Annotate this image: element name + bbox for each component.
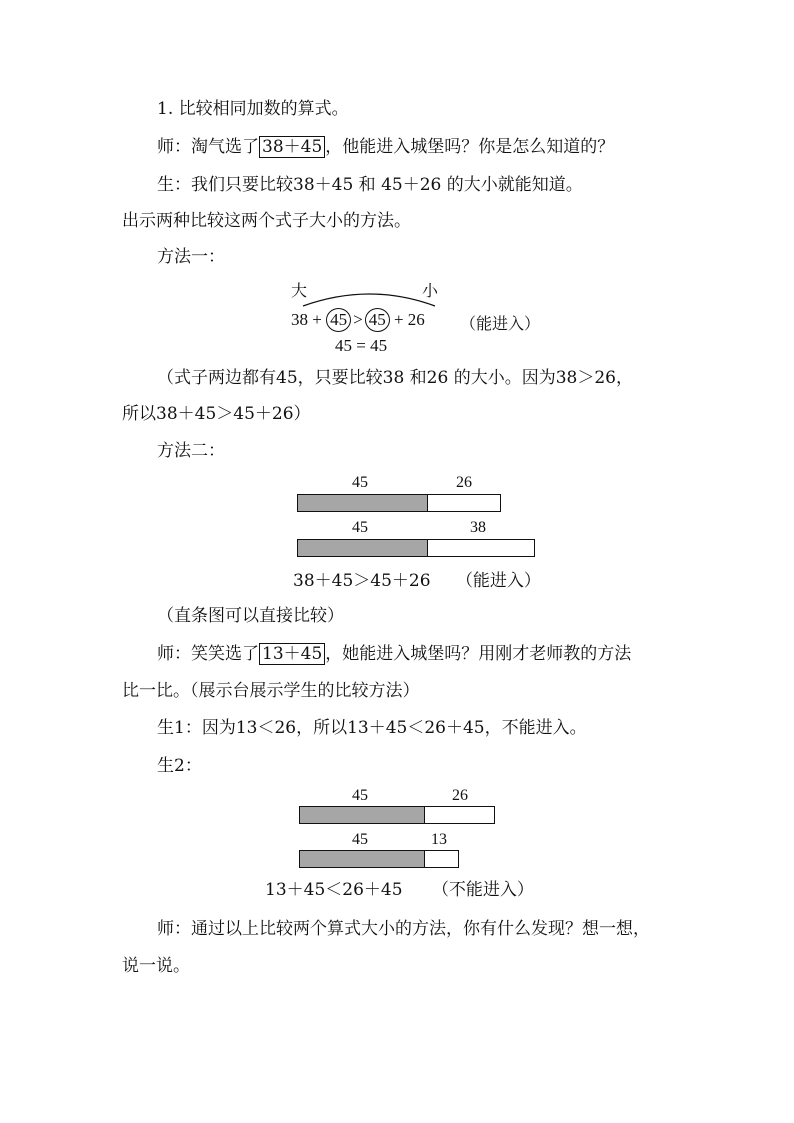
boxed-expression: 38＋45 <box>259 136 325 158</box>
result-expression: 38＋45＞45＋26 <box>293 571 431 591</box>
bar-label: 45 <box>352 519 368 536</box>
heading-text: 比较相同加数的算式。 <box>178 99 349 119</box>
heading-number: 1. <box>157 99 174 119</box>
teacher-conclusion-1: 师：通过以上比较两个算式大小的方法，你有什么发现？想一想， <box>157 919 650 939</box>
bar-label: 38 <box>470 519 486 536</box>
method-two-label: 方法二： <box>157 441 225 461</box>
bar-45-13 <box>299 850 459 868</box>
bar-label: 45 <box>352 474 368 491</box>
bar-label: 13 <box>431 831 447 848</box>
intro-methods: 出示两种比较这两个式子大小的方法。 <box>122 211 411 231</box>
question-rest: ，她能进入城堡吗？用刚才老师教的方法 <box>325 644 632 664</box>
addend-38: 38 <box>291 310 308 329</box>
student-2-label: 生2： <box>157 756 202 776</box>
method-two-comment: （直条图可以直接比较） <box>157 606 344 626</box>
teacher-question-2 <box>157 643 631 665</box>
teacher-question-1 <box>157 136 614 158</box>
student-1-answer: 生1：因为13＜26，所以13＋45＜26＋45，不能进入。 <box>157 718 587 738</box>
can-enter-note: （能进入） <box>460 314 541 333</box>
speaker-text: 师：笑笑选了 <box>157 644 259 664</box>
small-label: 小 <box>422 281 439 300</box>
result-expression: 13＋45＜26＋45 <box>265 880 403 900</box>
bar-label: 45 <box>352 831 368 848</box>
cannot-enter-note: （不能进入） <box>431 880 534 900</box>
plus-sign: + <box>393 310 404 329</box>
bar-label: 45 <box>352 787 368 804</box>
method-one-explain-1: （式子两边都有45，只要比较38 和26 的大小。因为38＞26， <box>157 368 633 388</box>
bar-45-26 <box>297 494 501 512</box>
method-one-expression <box>291 308 425 332</box>
boxed-expression: 13＋45 <box>259 643 325 665</box>
bar-label: 26 <box>456 474 472 491</box>
teacher-conclusion-2: 说一说。 <box>122 956 190 976</box>
gray-segment <box>300 807 425 823</box>
method-one-explain-2: 所以38＋45＞45＋26） <box>122 404 311 424</box>
circled-45-left: 45 <box>326 308 351 332</box>
bar-label: 26 <box>452 787 468 804</box>
section-heading <box>157 98 349 120</box>
bar-45-38 <box>297 539 535 557</box>
addend-26: 26 <box>407 310 425 329</box>
can-enter-note: （能进入） <box>455 571 541 591</box>
student-answer-1: 生：我们只要比较38＋45 和 45＋26 的大小就能知道。 <box>157 175 583 195</box>
student-two-result <box>265 879 534 901</box>
teacher-question-2-line2: 比一比。（展示台展示学生的比较方法） <box>122 681 420 701</box>
method-two-result <box>293 570 541 592</box>
bar-45-26 <box>299 806 495 824</box>
method-one-diagram <box>285 276 555 361</box>
gray-segment <box>300 851 425 867</box>
question-rest: ，他能进入城堡吗？你是怎么知道的？ <box>325 137 615 157</box>
greater-than: > <box>353 310 363 329</box>
speaker-text: 师：淘气选了 <box>157 137 259 157</box>
gray-segment <box>298 495 428 511</box>
plus-sign: + <box>312 310 322 329</box>
circled-45-right: 45 <box>365 308 390 332</box>
big-label: 大 <box>291 281 308 300</box>
equal-line: 45 = 45 <box>335 336 388 355</box>
method-one-label: 方法一： <box>157 247 225 267</box>
gray-segment <box>298 540 428 556</box>
